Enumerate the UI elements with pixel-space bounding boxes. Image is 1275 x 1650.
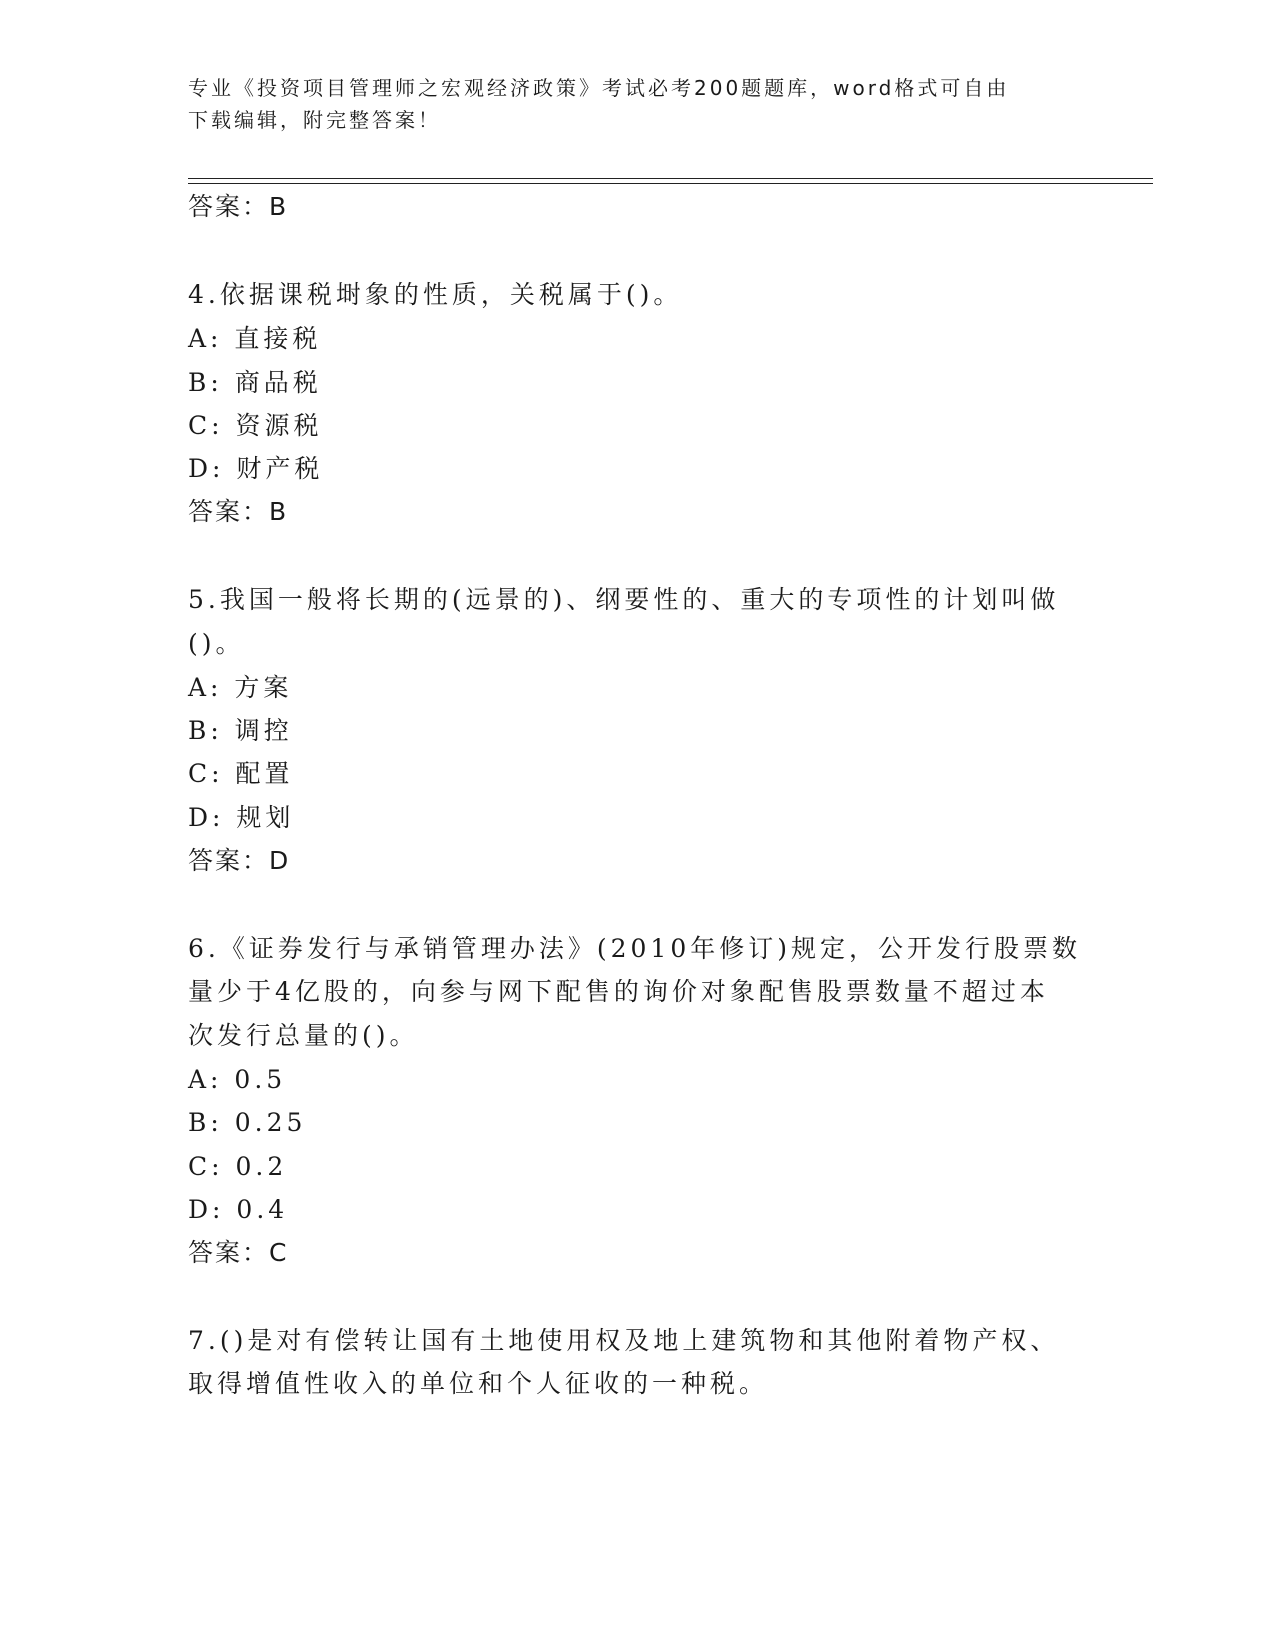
question-6-option-a: A: 0.5 bbox=[188, 1065, 287, 1094]
question-5-answer: 答案：D bbox=[188, 846, 291, 875]
question-6-answer: 答案：C bbox=[188, 1238, 289, 1267]
header-line-2: 下载编辑，附完整答案！ bbox=[188, 108, 441, 132]
question-4-option-b: B: 商品税 bbox=[188, 368, 322, 397]
question-4-stem: 4.依据课税埘象的性质，关税属于()。 bbox=[188, 280, 683, 309]
question-5-option-c: C: 配置 bbox=[188, 759, 294, 788]
question-4-option-d: D: 财产税 bbox=[188, 454, 324, 483]
question-5-option-a: A: 方案 bbox=[188, 673, 293, 702]
question-7-stem-line-2: 取得增值性收入的单位和个人征收的一种税。 bbox=[188, 1369, 769, 1398]
question-6-stem-line-2: 量少于4亿股的，向参与网下配售的询价对象配售股票数量不超过本 bbox=[188, 977, 1049, 1006]
question-6-option-d: D: 0.4 bbox=[188, 1195, 289, 1224]
question-6-option-b: B: 0.25 bbox=[188, 1108, 307, 1137]
question-5-stem-line-1: 5.我国一般将长期的(远景的)、纲要性的、重大的专项性的计划叫做 bbox=[188, 585, 1060, 614]
question-5-option-b: B: 调控 bbox=[188, 716, 293, 745]
question-5-stem-line-2: ()。 bbox=[188, 629, 245, 658]
question-6-option-c: C: 0.2 bbox=[188, 1152, 288, 1181]
question-7-stem-line-1: 7.()是对有偿转让国有土地使用权及地上建筑物和其他附着物产权、 bbox=[188, 1326, 1060, 1355]
question-6-stem-line-1: 6.《证券发行与承销管理办法》(2010年修订)规定，公开发行股票数 bbox=[188, 934, 1081, 963]
answer-text: 答案：B bbox=[188, 192, 289, 221]
question-4-answer: 答案：B bbox=[188, 497, 289, 526]
header-divider-top bbox=[188, 178, 1153, 179]
question-5-option-d: D: 规划 bbox=[188, 803, 295, 832]
question-4-option-a: A: 直接税 bbox=[188, 324, 322, 353]
document-header bbox=[188, 72, 1068, 136]
question-4-option-c: C: 资源税 bbox=[188, 411, 323, 440]
header-divider-bottom bbox=[188, 183, 1153, 184]
header-line-1: 专业《投资项目管理师之宏观经济政策》考试必考200题题库，word格式可自由 bbox=[188, 76, 1010, 100]
question-6-stem-line-3: 次发行总量的()。 bbox=[188, 1021, 419, 1050]
